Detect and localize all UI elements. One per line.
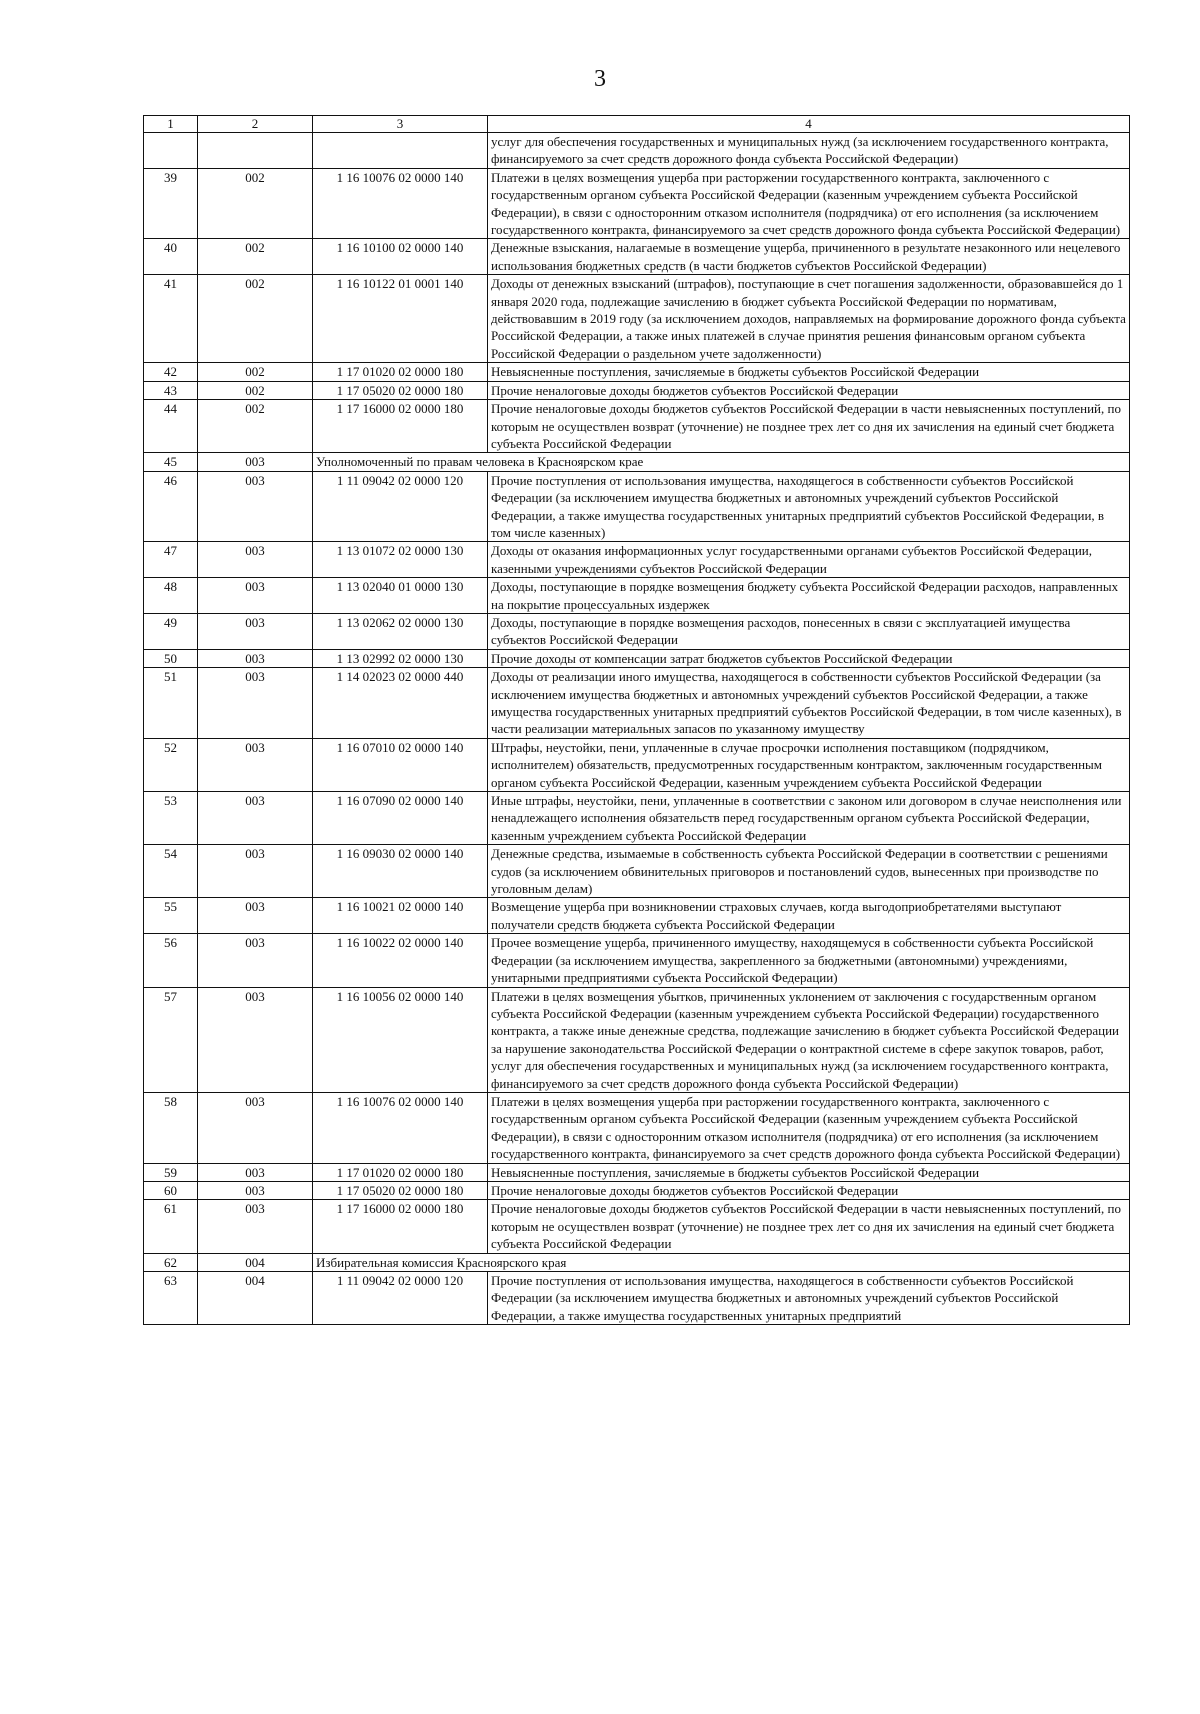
row-number: 40: [144, 239, 198, 275]
budget-classification-code: 1 17 16000 02 0000 180: [313, 400, 488, 453]
row-number: 39: [144, 168, 198, 239]
budget-classification-code: 1 16 10100 02 0000 140: [313, 239, 488, 275]
budget-classification-code: 1 16 10022 02 0000 140: [313, 934, 488, 987]
income-description: Денежные средства, изымаемые в собственность субъекта Российской Федерации в соответствии с решениями судов (за исключением обвинительных приговоров и постановлений судов, вынесенных при производстве по уголовным делам): [488, 845, 1130, 898]
admin-code: 003: [198, 898, 313, 934]
table-row: [144, 649, 1130, 667]
row-number: 54: [144, 845, 198, 898]
admin-code: [198, 133, 313, 169]
row-number: 41: [144, 275, 198, 363]
table-row: [144, 471, 1130, 542]
admin-code: 003: [198, 453, 313, 471]
admin-code: 003: [198, 987, 313, 1092]
budget-classification-code: 1 16 07010 02 0000 140: [313, 738, 488, 791]
table-row: [144, 1272, 1130, 1325]
income-description: Прочие неналоговые доходы бюджетов субъектов Российской Федерации в части невыясненных поступлений, по которым не осуществлен возврат (уточнение) не позднее трех лет со дня их зачисления на единый счет бюджета субъекта Российской Федерации: [488, 1200, 1130, 1253]
income-description: Доходы от оказания информационных услуг государственными органами субъектов Российской Федерации, казенными учреждениями субъектов Российской Федерации: [488, 542, 1130, 578]
admin-code: 003: [198, 649, 313, 667]
column-header-3: 3: [313, 116, 488, 133]
admin-code: 003: [198, 578, 313, 614]
budget-classification-code: 1 11 09042 02 0000 120: [313, 1272, 488, 1325]
table-row: [144, 845, 1130, 898]
row-number: 51: [144, 668, 198, 739]
income-description: Прочее возмещение ущерба, причиненного имуществу, находящемуся в собственности субъекта Российской Федерации (за исключением имущества, закрепленного за бюджетными (автономными) учреждениями, унитарными предприятиями субъекта Российской Федерации): [488, 934, 1130, 987]
row-number: 56: [144, 934, 198, 987]
table-row: [144, 613, 1130, 649]
budget-classification-code: 1 16 10076 02 0000 140: [313, 1092, 488, 1163]
row-number: 43: [144, 381, 198, 399]
row-number: 49: [144, 613, 198, 649]
admin-code: 003: [198, 613, 313, 649]
row-number: 63: [144, 1272, 198, 1325]
income-description: Прочие поступления от использования имущества, находящегося в собственности субъектов Российской Федерации (за исключением имущества бюджетных и автономных учреждений субъектов Российской Федерации, а также имущества государственных унитарных предприятий субъектов Российской Федерации, в том числе казенных): [488, 471, 1130, 542]
row-number: 46: [144, 471, 198, 542]
row-number: 61: [144, 1200, 198, 1253]
admin-code: 003: [198, 1181, 313, 1199]
income-description: Прочие неналоговые доходы бюджетов субъектов Российской Федерации: [488, 381, 1130, 399]
row-number: 60: [144, 1181, 198, 1199]
row-number: 58: [144, 1092, 198, 1163]
admin-code: 002: [198, 363, 313, 381]
table-row: [144, 363, 1130, 381]
income-description: Доходы от реализации иного имущества, находящегося в собственности субъектов Российской Федерации (за исключением имущества бюджетных и автономных учреждений субъектов Российской Федерации, а также имущества государственных унитарных предприятий субъектов Российской Федерации, в том числе казенных), в части реализации материальных запасов по указанному имуществу: [488, 668, 1130, 739]
row-number: 52: [144, 738, 198, 791]
row-number: 59: [144, 1163, 198, 1181]
admin-code: 004: [198, 1272, 313, 1325]
table-row: [144, 934, 1130, 987]
table-row: [144, 133, 1130, 169]
admin-code: 003: [198, 738, 313, 791]
budget-classification-code: 1 16 10076 02 0000 140: [313, 168, 488, 239]
page-number: 3: [594, 66, 606, 92]
income-description: услуг для обеспечения государственных и муниципальных нужд (за исключением государственного контракта, финансируемого за счет средств дорожного фонда субъекта Российской Федерации): [488, 133, 1130, 169]
administrator-name: Уполномоченный по правам человека в Красноярском крае: [313, 453, 1130, 471]
budget-classification-code: 1 13 02040 01 0000 130: [313, 578, 488, 614]
table-row: [144, 792, 1130, 845]
table-row: [144, 453, 1130, 471]
income-description: Прочие неналоговые доходы бюджетов субъектов Российской Федерации: [488, 1181, 1130, 1199]
row-number: 42: [144, 363, 198, 381]
column-header-2: 2: [198, 116, 313, 133]
income-description: Платежи в целях возмещения ущерба при расторжении государственного контракта, заключенного с государственным органом субъекта Российской Федерации (казенным учреждением субъекта Российской Федерации), в связи с односторонним отказом исполнителя (подрядчика) от его исполнения (за исключением государственного контракта, финансируемого за счет средств дорожного фонда субъекта Российской Федерации): [488, 168, 1130, 239]
admin-code: 003: [198, 668, 313, 739]
table-row: [144, 239, 1130, 275]
row-number: 55: [144, 898, 198, 934]
administrator-name: Избирательная комиссия Красноярского края: [313, 1253, 1130, 1271]
income-description: Доходы, поступающие в порядке возмещения бюджету субъекта Российской Федерации расходов, направленных на покрытие процессуальных издержек: [488, 578, 1130, 614]
column-header-1: 1: [144, 116, 198, 133]
admin-code: 004: [198, 1253, 313, 1271]
income-description: Невыясненные поступления, зачисляемые в бюджеты субъектов Российской Федерации: [488, 363, 1130, 381]
budget-classification-code: 1 17 01020 02 0000 180: [313, 1163, 488, 1181]
table-row: [144, 1163, 1130, 1181]
budget-classification-code: 1 13 02992 02 0000 130: [313, 649, 488, 667]
income-description: Прочие поступления от использования имущества, находящегося в собственности субъектов Российской Федерации (за исключением имущества бюджетных и автономных учреждений субъектов Российской Федерации, а также имущества государственных унитарных предприятий: [488, 1272, 1130, 1325]
table-row: [144, 987, 1130, 1092]
admin-code: 003: [198, 542, 313, 578]
budget-classification-code: 1 16 09030 02 0000 140: [313, 845, 488, 898]
income-description: Платежи в целях возмещения ущерба при расторжении государственного контракта, заключенного с государственным органом субъекта Российской Федерации (казенным учреждением субъекта Российской Федерации), в связи с односторонним отказом исполнителя (подрядчика) от его исполнения (за исключением государственного контракта, финансируемого за счет средств дорожного фонда субъекта Российской Федерации): [488, 1092, 1130, 1163]
budget-classification-code: 1 13 01072 02 0000 130: [313, 542, 488, 578]
budget-classification-code: 1 14 02023 02 0000 440: [313, 668, 488, 739]
budget-classification-code: 1 17 01020 02 0000 180: [313, 363, 488, 381]
admin-code: 003: [198, 471, 313, 542]
row-number: 53: [144, 792, 198, 845]
budget-classification-code: 1 17 16000 02 0000 180: [313, 1200, 488, 1253]
budget-classification-code: 1 17 05020 02 0000 180: [313, 1181, 488, 1199]
column-header-4: 4: [488, 116, 1130, 133]
table-body: [144, 116, 1130, 1325]
admin-code: 003: [198, 934, 313, 987]
budget-classification-code: 1 16 10056 02 0000 140: [313, 987, 488, 1092]
table-row: [144, 738, 1130, 791]
table-row: [144, 400, 1130, 453]
table-row: [144, 1253, 1130, 1271]
income-description: Доходы от денежных взысканий (штрафов), поступающие в счет погашения задолженности, образовавшейся до 1 января 2020 года, подлежащие зачислению в бюджет субъекта Российской Федерации по нормативам, действовавшим в 2019 году (за исключением доходов, направляемых на формирование дорожного фонда субъекта Российской Федерации, а также иных платежей в случае принятия решения финансовым органом субъекта Российской Федерации о раздельном учете задолженности): [488, 275, 1130, 363]
row-number: 62: [144, 1253, 198, 1271]
row-number: 57: [144, 987, 198, 1092]
table-row: [144, 1200, 1130, 1253]
row-number: 45: [144, 453, 198, 471]
row-number: [144, 133, 198, 169]
admin-code: 003: [198, 1200, 313, 1253]
income-description: Штрафы, неустойки, пени, уплаченные в случае просрочки исполнения поставщиком (подрядчиком, исполнителем) обязательств, предусмотренных государственным контрактом, заключенным государственным органом субъекта Российской Федерации, казенным учреждением субъекта Российской Федерации: [488, 738, 1130, 791]
table-row: [144, 1092, 1130, 1163]
table-row: [144, 668, 1130, 739]
admin-code: 003: [198, 845, 313, 898]
table-row: [144, 275, 1130, 363]
row-number: 44: [144, 400, 198, 453]
table-row: [144, 578, 1130, 614]
row-number: 50: [144, 649, 198, 667]
income-description: Денежные взыскания, налагаемые в возмещение ущерба, причиненного в результате незаконного или нецелевого использования бюджетных средств (в части бюджетов субъектов Российской Федерации): [488, 239, 1130, 275]
admin-code: 003: [198, 1163, 313, 1181]
income-description: Доходы, поступающие в порядке возмещения расходов, понесенных в связи с эксплуатацией имущества субъектов Российской Федерации: [488, 613, 1130, 649]
admin-code: 003: [198, 792, 313, 845]
budget-classification-code: 1 16 07090 02 0000 140: [313, 792, 488, 845]
table-row: [144, 168, 1130, 239]
budget-classification-code: 1 16 10122 01 0001 140: [313, 275, 488, 363]
admin-code: 002: [198, 381, 313, 399]
admin-code: 002: [198, 400, 313, 453]
budget-classification-code: [313, 133, 488, 169]
income-codes-table: [143, 115, 1130, 1325]
table-row: [144, 1181, 1130, 1199]
admin-code: 002: [198, 168, 313, 239]
table-header-row: [144, 116, 1130, 133]
income-description: Прочие доходы от компенсации затрат бюджетов субъектов Российской Федерации: [488, 649, 1130, 667]
row-number: 48: [144, 578, 198, 614]
admin-code: 002: [198, 239, 313, 275]
row-number: 47: [144, 542, 198, 578]
table-row: [144, 542, 1130, 578]
admin-code: 003: [198, 1092, 313, 1163]
income-description: Возмещение ущерба при возникновении страховых случаев, когда выгодоприобретателями выступают получатели средств бюджета субъекта Российской Федерации: [488, 898, 1130, 934]
income-description: Платежи в целях возмещения убытков, причиненных уклонением от заключения с государственным органом субъекта Российской Федерации (казенным учреждением субъекта Российской Федерации) государственного контракта, а также иные денежные средства, подлежащие зачислению в бюджет субъекта Российской Федерации за нарушение законодательства Российской Федерации о контрактной системе в сфере закупок товаров, работ, услуг для обеспечения государственных и муниципальных нужд (за исключением государственного контракта, финансируемого за счет средств дорожного фонда субъекта Российской Федерации): [488, 987, 1130, 1092]
budget-classification-code: 1 17 05020 02 0000 180: [313, 381, 488, 399]
table-row: [144, 898, 1130, 934]
budget-classification-code: 1 16 10021 02 0000 140: [313, 898, 488, 934]
income-description: Прочие неналоговые доходы бюджетов субъектов Российской Федерации в части невыясненных поступлений, по которым не осуществлен возврат (уточнение) не позднее трех лет со дня их зачисления на единый счет бюджета субъекта Российской Федерации: [488, 400, 1130, 453]
income-description: Иные штрафы, неустойки, пени, уплаченные в соответствии с законом или договором в случае неисполнения или ненадлежащего исполнения обязательств перед государственным органом субъекта Российской Федерации, казенным учреждением субъекта Российской Федерации: [488, 792, 1130, 845]
income-description: Невыясненные поступления, зачисляемые в бюджеты субъектов Российской Федерации: [488, 1163, 1130, 1181]
budget-classification-code: 1 13 02062 02 0000 130: [313, 613, 488, 649]
table-row: [144, 381, 1130, 399]
budget-classification-code: 1 11 09042 02 0000 120: [313, 471, 488, 542]
admin-code: 002: [198, 275, 313, 363]
